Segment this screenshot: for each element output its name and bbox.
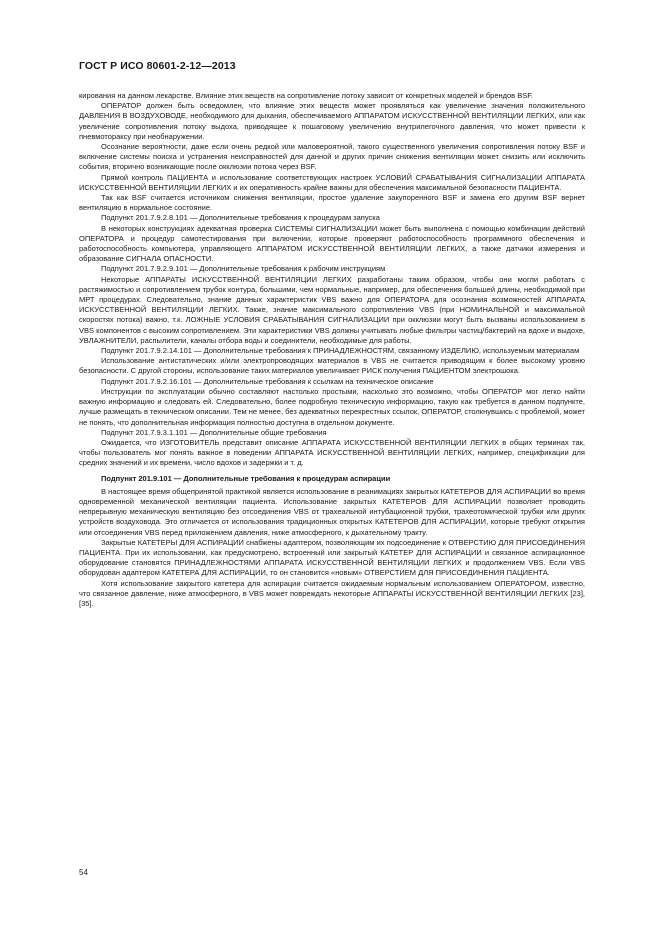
subclause-title: Подпункт 201.7.9.2.9.101 — Дополнительные требования к рабочим инструкциям xyxy=(101,264,386,274)
subclause-title: Подпункт 201.7.9.2.14.101 — Дополнительные требования к ПРИНАДЛЕЖНОСТЯМ, связанному ИЗДЕЛИЮ, используемым материалам xyxy=(101,346,580,356)
paragraph: Инструкции по эксплуатации обычно составляют настолько простыми, насколько это возможно, чтобы ОПЕРАТОР мог легко найти важную информацию и следовать ей. Следовательно, более подробную техническую информацию, такую как требуется в данном подпункте, лучше размещать в техническом описании. Тем не менее, без адекватных перекрестных ссылок, ОПЕРАТОР, столкнувшись с проблемой, может не понять, что дополнительная информация полностью доступна в отдельном документе. xyxy=(79,386,585,427)
paragraph: Так как BSF считается источником снижения вентиляции, простое удаление закупоренного BSF и замена его другим BSF вернет вентиляцию в нормальное состояние. xyxy=(79,193,585,213)
paragraph-continuation: кирования на данном лекарстве. Влияние этих веществ на сопротивление потоку зависит от конкретных моделей и брендов BSF. xyxy=(79,91,534,100)
document-header: ГОСТ Р ИСО 80601-2-12—2013 xyxy=(79,60,236,72)
subclause-title: Подпункт 201.7.9.3.1.101 — Дополнительные общие требования xyxy=(101,427,327,437)
subclause-title: Подпункт 201.7.9.2.16.101 — Дополнительные требования к ссылкам на техническое описание xyxy=(101,376,434,386)
paragraph: Хотя использование закрытого катетера для аспирации считается ожидаемым нормальным использованием ОПЕРАТОРОМ, известно, что связанное давление, ниже атмосферного, в VBS может повреждать некоторые АППАРАТЫ ИСКУССТВЕННОЙ ВЕНТИЛЯЦИИ ЛЕГКИХ [23], [35]. xyxy=(79,578,585,608)
paragraph: Ожидается, что ИЗГОТОВИТЕЛЬ представит описание АППАРАТА ИСКУССТВЕННОЙ ВЕНТИЛЯЦИИ ЛЕГКИХ в общих терминах так, чтобы пользователь мог понять важное в поведении АППАРАТА ИСКУССТВЕННОЙ ВЕНТИЛЯЦИИ ЛЕГКИХ, например, спецификации для средних значений и их времени, число вдохов и задержки и т. д. xyxy=(79,437,585,468)
paragraph: Прямой контроль ПАЦИЕНТА и использование соответствующих настроек УСЛОВИЙ СРАБАТЫВАНИЯ СИГНАЛИЗАЦИИ АППАРАТА ИСКУССТВЕННОЙ ВЕНТИЛЯЦИИ ЛЕГКИХ и их оперативность крайне важны для обеспечения максимальной безопасности ПАЦИЕНТА. xyxy=(79,172,585,192)
paragraph: Некоторые АППАРАТЫ ИСКУССТВЕННОЙ ВЕНТИЛЯЦИИ ЛЕГКИХ разработаны таким образом, чтобы они могли работать с растяжимостью и сопротивлением трубок контура, большими, чем нормальные, например, для обеспечения большей длины, необходимой при МРТ процедурах. Следовательно, знание данных характеристик VBS важно для ОПЕРАТОРА для осознания возможностей АППАРАТА ИСКУССТВЕННОЙ ВЕНТИЛЯЦИИ ЛЕГКИХ. Также, знание максимального сопротивления VBS (при НОМИНАЛЬНОЙ и максимальной скоростях потока) важно, т.к. ЛОЖНЫЕ УСЛОВИЯ СРАБАТЫВАНИЯ СИГНАЛИЗАЦИИ при окклюзии могут быть вызваны использованием в VBS компонентов с высоким сопротивлением. Эти характеристики VBS должны учитывать любые фильтры частиц/бактерий на вдохе и выдохе, УВЛАЖНИТЕЛИ, распылители, каналы отбора воды и соединители, необходимые для работы. xyxy=(79,274,585,345)
paragraph: Осознание вероятности, даже если очень редкой или маловероятной, такого существенного увеличения сопротивления потоку BSF и включение системы поиска и устранения неисправностей для данной и других причин снижения вентиляции может снизить или исключить события, вторично возникающие после окклюзии потока через BSF. xyxy=(79,142,585,172)
paragraph: ОПЕРАТОР должен быть осведомлен, что влияние этих веществ может проявляться как увеличение значения положительного ДАВЛЕНИЯ В ВОЗДУХОВОДЕ, необходимого для дыхания, обеспечиваемого АППАРАТОМ ИСКУССТВЕННОЙ ВЕНТИЛЯЦИИ ЛЕГКИХ, или как увеличение сопротивления потоку выдоха, приводящее к пошаговому увеличению внутрилегочного давления, что может привести к пневмотораксу при необнаружении. xyxy=(79,101,585,141)
page-number: 54 xyxy=(79,868,88,877)
subclause-title: Подпункт 201.7.9.2.8.101 — Дополнительные требования к процедурам запуска xyxy=(101,213,380,223)
document-body xyxy=(79,91,585,609)
paragraph: Использование антистатических и/или электропроводящих материалов в VBS не считается приводящим к более высокому уровню безопасности. С другой стороны, использование таких материалов увеличивает РИСК получения ПАЦИЕНТОМ электрошока. xyxy=(79,356,585,376)
section-heading: Подпункт 201.9.101 — Дополнительные требования к процедурам аспирации xyxy=(101,473,391,483)
paragraph: Закрытые КАТЕТЕРЫ ДЛЯ АСПИРАЦИИ снабжены адаптером, позволяющим их подсоединение к ОТВЕРСТИЮ ДЛЯ ПРИСОЕДИНЕНИЯ ПАЦИЕНТА. При их использовании, как предусмотрено, встроенный или закрытый КАТЕТЕР ДЛЯ АСПИРАЦИИ и связанное аспирационное оборудование становятся ПРИНАДЛЕЖНОСТЯМИ АППАРАТА ИСКУССТВЕННОЙ ВЕНТИЛЯЦИИ ЛЕГКИХ и продолжением VBS. Если VBS оборудован адаптером КАТЕТЕРА ДЛЯ АСПИРАЦИИ, то он становится «новым» ОТВЕРСТИЕМ ДЛЯ ПРИСОЕДИНЕНИЯ ПАЦИЕНТА. xyxy=(79,537,585,578)
paragraph: В настоящее время общепринятой практикой является использование в реанимациях закрытых КАТЕТЕРОВ ДЛЯ АСПИРАЦИИ во время одновременной механической вентиляции пациента. Использование закрытых КАТЕТЕРОВ ДЛЯ АСПИРАЦИИ позволяет проводить непрерывную механическую вентиляцию без отсоединения VBS от трахеальной интубационной трубки, трахеотомической трубки или других устройств воздуховода. Это отличается от использования традиционных открытых КАТЕТЕРОВ ДЛЯ АСПИРАЦИИ, которые требуют открытия или отсоединения VBS перед приложением давления, ниже атмосферного, к дыхательному тракту. xyxy=(79,486,585,537)
paragraph: В некоторых конструкциях адекватная проверка СИСТЕМЫ СИГНАЛИЗАЦИИ может быть выполнена с помощью комбинации действий ОПЕРАТОРА и процедур самотестирования при включении, которые проверяют работоспособность программного обеспечения и работоспособность компьютера, управляющего АППАРАТОМ ИСКУССТВЕННОЙ ВЕНТИЛЯЦИИ ЛЕГКИХ, а также датчики измерения и образование СИГНАЛА ОПАСНОСТИ. xyxy=(79,223,585,264)
